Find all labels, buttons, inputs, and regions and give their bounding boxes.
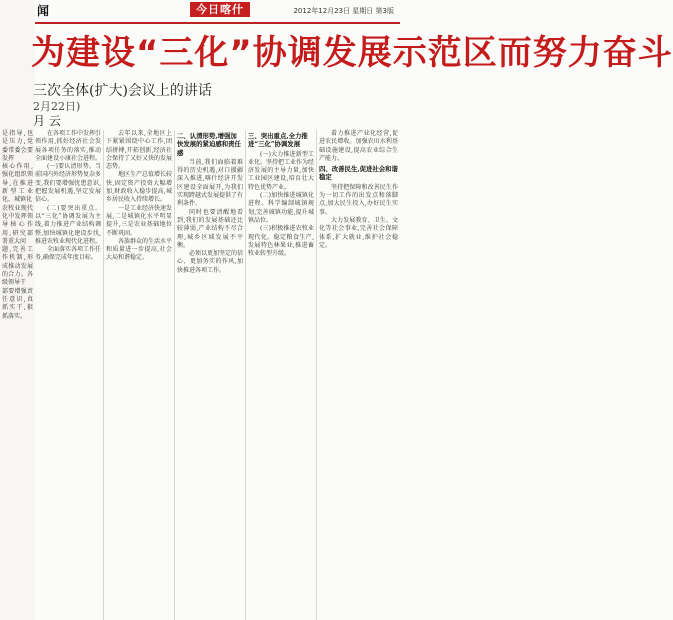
main-article: [31, 0, 673, 620]
column-divider: [245, 130, 246, 620]
paragraph: 坚持把保障和改善民生作为一切工作的出发点和落脚点,加大民生投入,办好民生实事。: [319, 183, 398, 216]
paragraph: (二)加快推进城镇化进程。科学编制城镇规划,完善城镇功能,提升城镇品位。: [248, 192, 314, 224]
paragraph: 各族群众的生活水平和质量进一步提高,社会大局和谐稳定。: [106, 237, 173, 262]
section-heading: 四、改善民生,促进社会和谐稳定: [319, 165, 398, 182]
paragraph: 在各项工作中发挥引领作用,抓好经济社会发展各项任务的落实,推动全面建设小康社会进程。: [35, 130, 102, 162]
paragraph: 一是工业经济快速发展,二是城镇化水平明显提升,三是农业基础地位不断巩固。: [106, 204, 173, 237]
column-divider: [316, 130, 317, 620]
masthead: [35, 0, 400, 24]
paragraph: 必须以更加坚定的信心、更加务实的作风,加快推进各项工作。: [177, 250, 244, 274]
paragraph: 地区生产总值增长较快,固定资产投资大幅增加,财政收入稳步提高,城乡居民收入持续增长。: [106, 171, 173, 204]
paragraph: (一)要认清形势。当前国内外经济形势复杂多变,我们要增强忧患意识,把握发展机遇,坚定发展信心。: [35, 163, 102, 204]
subhead: 三次全体(扩大)会议上的讲话: [33, 83, 212, 99]
paragraph: (二)要突出重点。以“三化”协调发展为主线,着力推进产业结构调整,加快城镇化建设步伐,推进农牧业现代化进程。: [35, 204, 102, 245]
text-column: [35, 130, 101, 620]
paragraph: (一)大力推进新型工业化。坚持把工业作为经济发展的主导力量,加快工业园区建设,培育壮大特色优势产业。: [248, 150, 315, 191]
paragraph: 同时也要清醒地看到,我们的发展基础还比较薄弱,产业结构不尽合理,城乡区域发展不平衡。: [177, 208, 243, 249]
newspaper-logo: 今日喀什: [190, 2, 250, 17]
text-column: [177, 130, 243, 620]
issue-date: 2012年12月23日 星期日 第3版: [293, 7, 394, 15]
adjacent-article-column: [0, 0, 35, 620]
paragraph: 去年以来,全地区上下紧紧围绕中心工作,团结拼搏,开拓创新,经济社会保持了又好又快的发展态势。: [106, 130, 173, 171]
adjacent-text: 部要增强责任意识,真抓实干,狠抓落实。: [2, 287, 33, 320]
paragraph: 当前,我们面临着难得的历史机遇,对口援疆深入推进,喀什经济开发区建设全面展开,为我们实现跨越式发展提供了有利条件。: [177, 158, 244, 208]
adjacent-text: 是指导,也是压力,党委常委会要发挥: [2, 130, 33, 162]
text-column: [106, 130, 172, 620]
byline: 月 云: [33, 114, 61, 128]
section-heading: 二、认清形势,增强加快发展的紧迫感和责任感: [177, 132, 241, 157]
adjacent-text: 题,完善工作机制,形成推动发展的合力。各级领导干: [2, 246, 33, 287]
paragraph: 大力发展教育、卫生、文化等社会事业,完善社会保障体系,扩大就业,维护社会稳定。: [319, 216, 398, 249]
adjacent-text: 农牧业现代化中发挥领导核心作用,研究部署重大问: [2, 204, 33, 245]
headline: 为建设“三化”协调发展示范区而努力奋斗: [31, 33, 673, 73]
section-label: 闻: [37, 4, 50, 18]
section-heading: 三、突出重点,全力推进“三化”协调发展: [248, 132, 308, 149]
adjacent-text: 核心作用,强化组织领导,在推进新型工业化、城镇化: [2, 163, 33, 204]
paragraph: 着力推进产业化经营,促进农民增收。加强农田水利基础设施建设,提高农业综合生产能力。: [319, 130, 398, 162]
text-column: [319, 130, 398, 620]
column-divider: [103, 130, 104, 620]
text-column: [248, 130, 314, 620]
column-divider: [174, 130, 175, 620]
paragraph: 全面落实各项工作任务,确保完成年度目标。: [35, 246, 102, 262]
paragraph: (三)积极推进农牧业现代化。稳定粮食生产,发展特色林果业,推进畜牧业转型升级。: [248, 225, 314, 258]
article-body: [35, 130, 400, 620]
dateline: 2月22日): [33, 100, 81, 113]
